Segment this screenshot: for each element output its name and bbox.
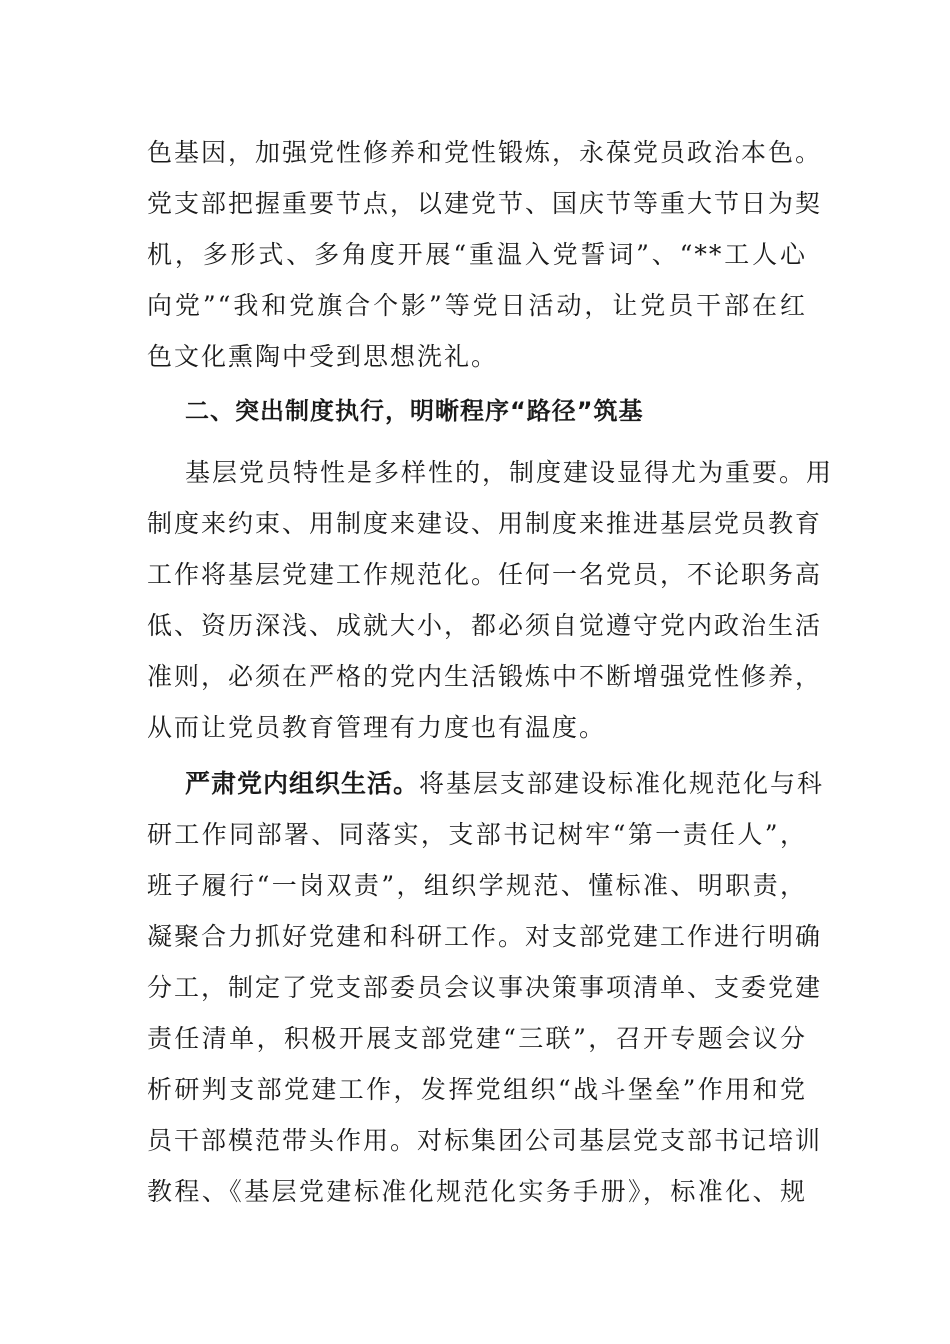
bold-lead-phrase: 严肃党内组织生活。	[185, 769, 420, 798]
text-line: 制度来约束、用制度来建设、用制度来推进基层党员教育	[147, 509, 823, 538]
text-line: 凝聚合力抓好党建和科研工作。对支部党建工作进行明确	[147, 922, 823, 951]
paragraph-continuation	[147, 127, 823, 382]
text-line: 员干部模范带头作用。对标集团公司基层党支部书记培训	[147, 1126, 823, 1155]
text-line: 责任清单，积极开展支部党建“三联”，召开专题会议分	[147, 1024, 807, 1053]
text-line: 色文化熏陶中受到思想洗礼。	[147, 342, 499, 371]
text-line: 班子履行“一岗双责”，组织学规范、懂标准、明职责，	[147, 871, 807, 900]
text-line: 析研判支部党建工作，发挥党组织“战斗堡垒”作用和党	[147, 1075, 807, 1104]
text-line: 机，多形式、多角度开展“重温入党誓词”、“**工人心	[147, 240, 807, 269]
paragraph-organization-life	[147, 758, 825, 1217]
text-line: 教程、《基层党建标准化规范化实务手册》，标准化、规	[147, 1177, 807, 1206]
text-line	[147, 758, 825, 809]
paragraph-institution	[147, 447, 834, 753]
text-line: 色基因，加强党性修养和党性锻炼，永葆党员政治本色。	[147, 138, 823, 167]
text-line: 分工，制定了党支部委员会议事决策事项清单、支委党建	[147, 973, 823, 1002]
text-line: 党支部把握重要节点，以建党节、国庆节等重大节日为契	[147, 189, 823, 218]
text-line: 研工作同部署、同落实，支部书记树牢“第一责任人”，	[147, 820, 807, 849]
lead-rest: 将基层支部建设标准化规范化与科	[419, 769, 825, 798]
text-line: 准则，必须在严格的党内生活锻炼中不断增强党性修养，	[147, 662, 823, 691]
text-line: 工作将基层党建工作规范化。任何一名党员，不论职务高	[147, 560, 823, 589]
section-heading: 二、突出制度执行，明晰程序“路径”筑基	[185, 397, 644, 425]
text-line: 低、资历深浅、成就大小，都必须自觉遵守党内政治生活	[147, 611, 823, 640]
text-line: 从而让党员教育管理有力度也有温度。	[147, 713, 607, 742]
text-line: 向党”“我和党旗合个影”等党日活动，让党员干部在红	[147, 291, 807, 320]
text-line: 基层党员特性是多样性的，制度建设显得尤为重要。用	[185, 458, 834, 487]
